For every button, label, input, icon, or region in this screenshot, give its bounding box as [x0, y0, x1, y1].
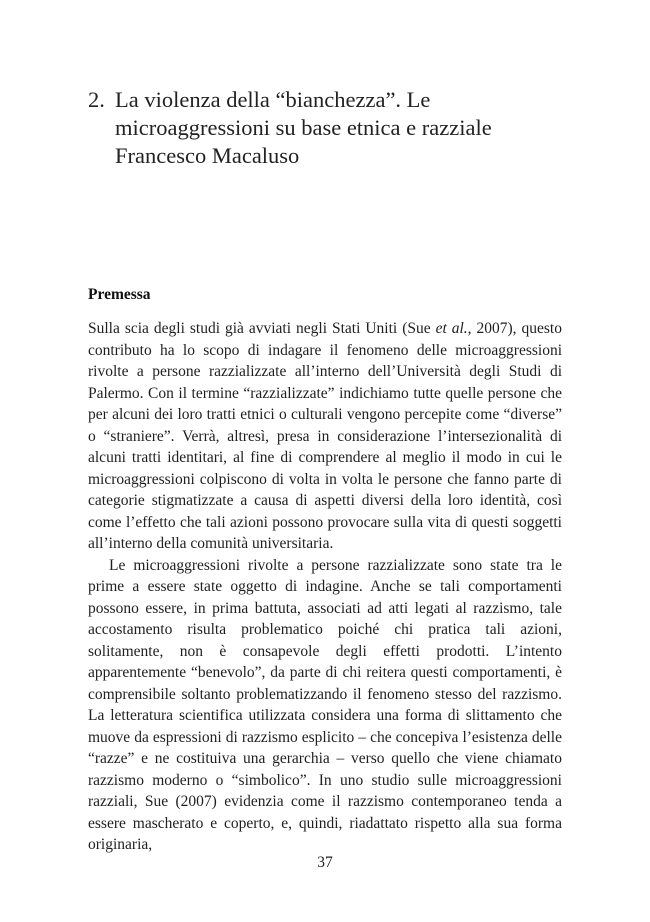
- page-number: 37: [317, 854, 333, 871]
- section-heading: Premessa: [88, 286, 151, 303]
- paragraph-1-text-before: Sulla scia degli studi già avviati negli Stati Uniti (Sue: [88, 320, 436, 337]
- paragraph-1-text-after: , 2007), questo contributo ha lo scopo di indagare il fenomeno delle microaggressioni rivolte a persone razzializzate all’interno dell’Università degli Studi di Palermo. Con il termine “razzializzate” indichiamo tutte quelle persone che per alcuni dei loro tratti etnici o culturali vengono percepite come “diverse” o “straniere”. Verrà, altresì, presa in considerazione l’intersezionalità di alcuni tratti identitari, al fine di comprendere al meglio il modo in cui le microaggressioni colpiscono di volta in volta le persone che fanno parte di categorie stigmatizzate a causa di aspetti diversi della loro identità, così come l’effetto che tali azioni possono provocare sulla vita di questi soggetti all’interno della comunità universitaria.: [88, 320, 562, 552]
- chapter-title-line-2: microaggressioni su base etnica e razziale: [115, 115, 492, 140]
- chapter-author: Francesco Macaluso: [115, 143, 300, 168]
- chapter-title-line-1: La violenza della “bianchezza”. Le: [115, 87, 431, 112]
- chapter-heading: [88, 86, 568, 170]
- chapter-title-block: [115, 86, 568, 170]
- paragraph-1: [88, 318, 562, 555]
- paragraph-2: Le microaggressioni rivolte a persone razzializzate sono state tra le prime a essere state oggetto di indagine. Anche se tali comportamenti possono essere, in prima battuta, associati ad atti legati al razzismo, tale accostamento risulta problematico poiché chi pratica tali azioni, solitamente, non è consapevole degli effetti prodotti. L’intento apparentemente “benevolo”, da parte di chi reitera questi comportamenti, è comprensibile soltanto problematizzando il fenomeno stesso del razzismo. La letteratura scientifica utilizzata considera una forma di slittamento che muove da espressioni di razzismo esplicito – che concepiva l’esistenza delle “razze” e ne costituiva una gerarchia – verso quello che viene chiamato razzismo moderno o “simbolico”. In uno studio sulle microaggressioni razziali, Sue (2007) evidenzia come il razzismo contemporaneo tenda a essere mascherato e coperto, e, quindi, riadattato rispetto alla sua forma originaria,: [88, 556, 562, 853]
- chapter-number: 2.: [88, 87, 105, 112]
- paragraph-1-emphasis: et al.: [435, 320, 468, 337]
- body-text: [88, 318, 562, 856]
